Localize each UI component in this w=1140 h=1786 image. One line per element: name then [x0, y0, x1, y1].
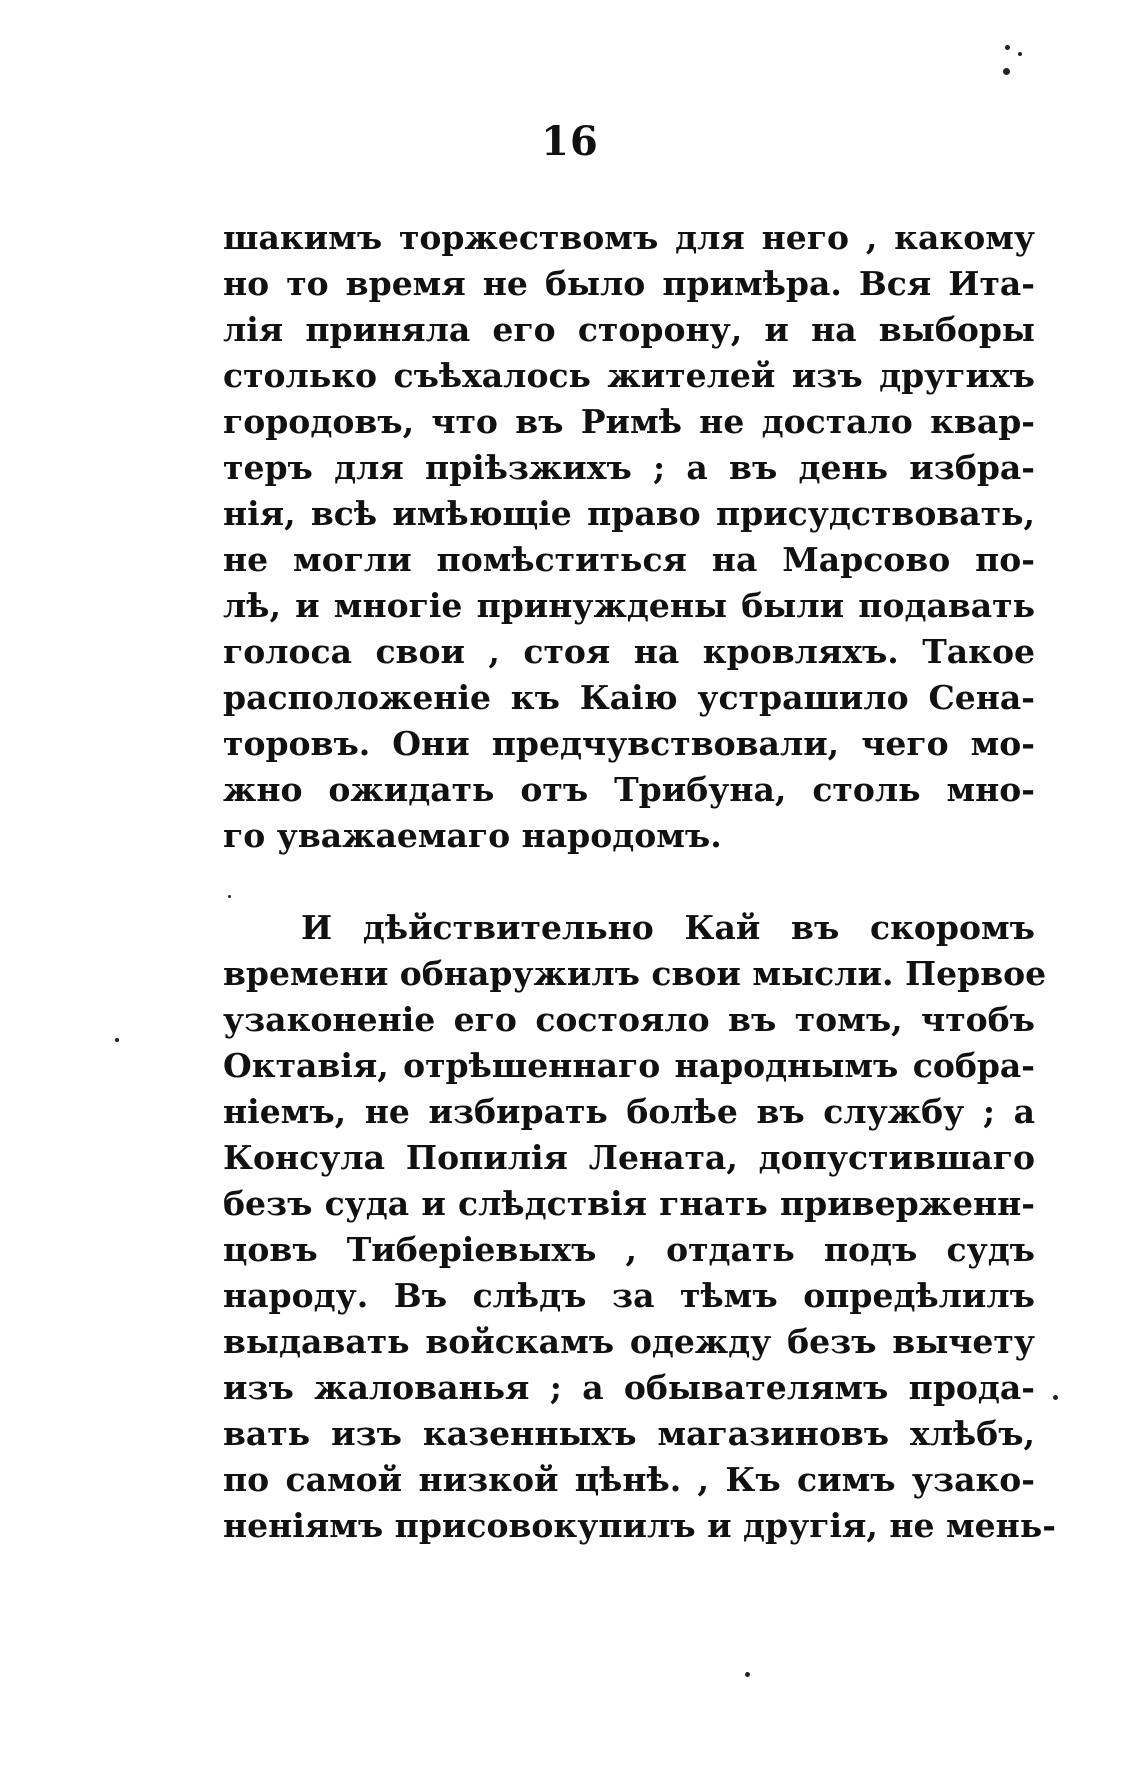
- text-line: лѣ, и многіе принуждены были подавать: [223, 586, 1035, 625]
- scan-speck: [115, 1038, 119, 1042]
- text-line: безъ суда и слѣдствія гнать приверженн-: [223, 1184, 1035, 1223]
- text-line: теръ для пріѣзжихъ ; а въ день избра-: [223, 448, 1035, 487]
- text-line: жно ожидать отъ Трибуна, столь мно-: [223, 770, 1035, 809]
- text-line: столько съѣхалось жителей изъ другихъ: [223, 356, 1035, 395]
- text-line: городовъ, что въ Римѣ не достало квар-: [223, 402, 1035, 441]
- text-line: Консула Попилія Лената, допустившаго: [223, 1138, 1035, 1177]
- text-line: изъ жалованья ; а обывателямъ прода-: [223, 1368, 1035, 1407]
- text-line: вать изъ казенныхъ магазиновъ хлѣбъ,: [223, 1414, 1035, 1453]
- text-line: узаконеніе его состояло въ томъ, чтобъ: [223, 1000, 1035, 1039]
- paragraph-1: [223, 215, 1035, 859]
- page-number: 16: [541, 118, 599, 165]
- text-line: Октавія, отрѣшеннаго народнымъ собра-: [223, 1046, 1035, 1085]
- text-line: шакимъ торжествомъ для него , какому: [223, 218, 1035, 257]
- scan-speck: [1005, 45, 1010, 50]
- text-line: выдавать войскамъ одежду безъ вычету: [223, 1322, 1035, 1361]
- text-line: И дѣйствительно Кай въ скоромъ: [301, 908, 1035, 947]
- paragraph-2: [223, 905, 1056, 1549]
- text-line: но то время не было примѣра. Вся Ита-: [223, 264, 1035, 303]
- text-line: по самой низкой цѣнѣ. , Къ симъ узако-: [223, 1460, 1035, 1499]
- text-line: времени обнаружилъ свои мысли. Первое: [223, 954, 1047, 993]
- scan-speck: [745, 1672, 750, 1677]
- text-line: нія, всѣ имѣющіе право присудствовать,: [223, 494, 1035, 533]
- text-line: расположеніе къ Каію устрашило Сена-: [223, 678, 1035, 717]
- scan-speck: [1053, 1395, 1058, 1400]
- scan-speck: [1018, 52, 1022, 56]
- text-line: лія приняла его сторону, и на выборы: [223, 310, 1035, 349]
- text-line: ніемъ, не избирать болѣе въ службу ; а: [223, 1092, 1035, 1131]
- scan-speck: [1003, 68, 1010, 75]
- text-line: го уважаемаго народомъ.: [223, 816, 722, 855]
- text-line: цовъ Тиберіевыхъ , отдать подъ судъ: [223, 1230, 1035, 1269]
- scan-speck: [228, 895, 231, 898]
- text-line: голоса свои , стоя на кровляхъ. Такое: [223, 632, 1035, 671]
- text-line: народу. Въ слѣдъ за тѣмъ опредѣлилъ: [223, 1276, 1035, 1315]
- text-line: не могли помѣститься на Марсово по-: [223, 540, 1035, 579]
- text-line: неніямъ присовокупилъ и другія, не мень-: [223, 1506, 1056, 1545]
- text-line: торовъ. Они предчувствовали, чего мо-: [223, 724, 1035, 763]
